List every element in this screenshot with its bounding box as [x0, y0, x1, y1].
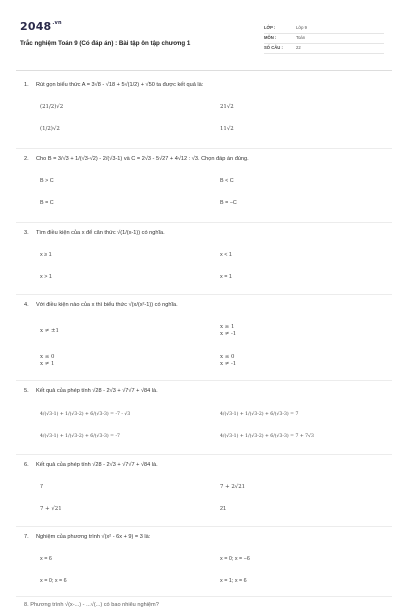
question-text: Rút gọn biểu thức A = 3√8 - √18 + 5√(1/2) + √50 ta được kết quả là:	[36, 82, 204, 88]
question-text: Kết quả của phép tính √28 - 2√3 + √7√7 + √84 là.	[36, 462, 158, 468]
question-1	[24, 80, 394, 90]
option-b[interactable]: x ≥ 1 x ≠ -1	[220, 324, 237, 337]
divider	[16, 454, 392, 455]
option-a[interactable]: (21/2)√2	[40, 104, 64, 110]
divider	[16, 294, 392, 295]
option-b[interactable]: B < C	[220, 178, 234, 184]
question-text: 8. Phương trình √(x-...) - ...√(...) có bao nhiêu nghiệm?	[24, 602, 159, 608]
option-b[interactable]: 21√2	[220, 104, 234, 110]
divider	[16, 526, 392, 527]
option-b[interactable]: 4/(√3-1) + 1/(√3-2) + 6/(√3-3) = 7	[220, 412, 299, 417]
option-a[interactable]: x ≠ ±1	[40, 328, 59, 334]
meta-label: LỚP :	[264, 25, 276, 30]
option-a[interactable]: B > C	[40, 178, 54, 184]
divider	[16, 596, 392, 597]
meta-row-subject	[264, 34, 384, 44]
option-d[interactable]: 11√2	[220, 126, 234, 132]
question-text: Nghiệm của phương trình √(x² - 6x + 9) = 3 là:	[36, 534, 151, 540]
meta-label: MÔN :	[264, 35, 277, 40]
logo-text: 2048	[20, 20, 52, 33]
option-a[interactable]: x ≥ 1	[40, 252, 52, 258]
question-text: Tìm điều kiện của x để căn thức √(1/(x-1)) có nghĩa.	[36, 230, 165, 236]
option-c[interactable]: 4/(√3-1) + 1/(√3-2) + 6/(√3-3) = -7	[40, 434, 120, 439]
option-d[interactable]: 21	[220, 506, 226, 512]
meta-value: Lớp 9	[296, 25, 307, 30]
question-8-partial	[24, 600, 394, 610]
question-text: Cho B = 3/√3 + 1/(√3-√2) - 2/(√3-1) và C = 2√3 - 5√27 + 4√12 : √3. Chọn đáp án đúng.	[36, 156, 249, 162]
option-c[interactable]: B = C	[40, 200, 54, 206]
meta-table	[264, 24, 384, 54]
option-d[interactable]: B = −C	[220, 200, 237, 206]
question-4	[24, 300, 394, 310]
divider	[16, 148, 392, 149]
option-d[interactable]: 4/(√3-1) + 1/(√3-2) + 6/(√3-3) = 7 + 7√3	[220, 434, 314, 439]
option-b[interactable]: x < 1	[220, 252, 232, 258]
question-number: 5.	[24, 388, 29, 394]
option-a[interactable]: x = 6	[40, 556, 52, 562]
question-5	[24, 386, 394, 396]
question-text: Kết quả của phép tính √28 - 2√3 + √7√7 + √84 là.	[36, 388, 158, 394]
divider	[16, 380, 392, 381]
meta-value: 22	[296, 45, 301, 50]
logo-suffix: .vn	[52, 20, 62, 26]
meta-value: Toán	[296, 35, 306, 40]
meta-label: SỐ CÂU :	[264, 45, 283, 50]
worksheet	[8, 8, 392, 608]
option-d[interactable]: x ≤ 0 x ≠ -1	[220, 354, 237, 367]
option-d[interactable]: x = 1	[220, 274, 232, 280]
question-text: Với điều kiện nào của x thì biểu thức √(x/(x²-1)) có nghĩa.	[36, 302, 178, 308]
option-b[interactable]: 7 + 2√21	[220, 484, 246, 490]
option-b[interactable]: x = 0; x = −6	[220, 556, 250, 562]
question-number: 6.	[24, 462, 29, 468]
site-logo[interactable]	[20, 20, 62, 33]
meta-row-count	[264, 44, 384, 54]
question-3	[24, 228, 394, 238]
option-a[interactable]: 4/(√3-1) + 1/(√3-2) + 6/(√3-3) = -7 - √3	[40, 412, 131, 417]
divider	[16, 222, 392, 223]
question-number: 7.	[24, 534, 29, 540]
header	[20, 16, 390, 64]
question-number: 1.	[24, 82, 29, 88]
option-c[interactable]: x > 1	[40, 274, 52, 280]
question-2	[24, 154, 394, 164]
meta-row-class	[264, 24, 384, 34]
question-number: 3.	[24, 230, 29, 236]
option-c[interactable]: 7 + √21	[40, 506, 62, 512]
question-number: 4.	[24, 302, 29, 308]
page-title: Trắc nghiệm Toán 9 (Có đáp án) : Bài tập ôn tập chương 1	[20, 40, 191, 47]
question-6	[24, 460, 394, 470]
option-a[interactable]: 7	[40, 484, 43, 490]
option-d[interactable]: x = 1; x = 6	[220, 578, 247, 584]
question-7	[24, 532, 394, 542]
option-c[interactable]: (1/2)√2	[40, 126, 60, 132]
header-divider	[16, 70, 392, 71]
option-c[interactable]: x = 0; x = 6	[40, 578, 67, 584]
question-number: 2.	[24, 156, 29, 162]
option-c[interactable]: x ≤ 0 x ≠ 1	[40, 354, 55, 367]
